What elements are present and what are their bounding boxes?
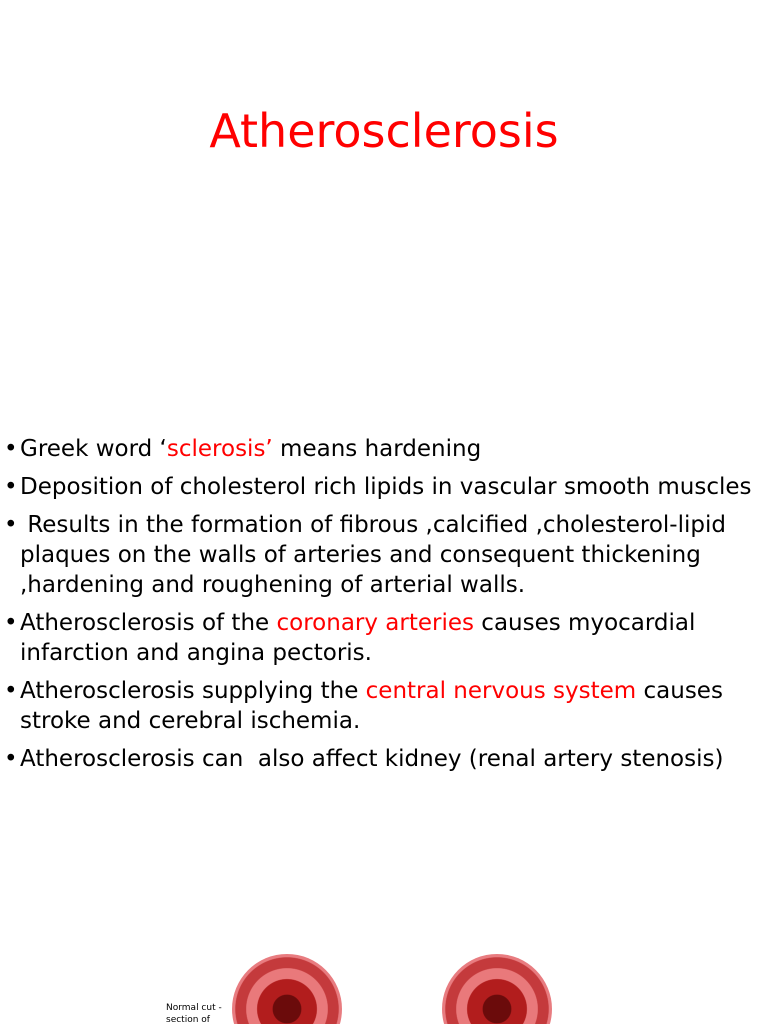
artery-cross-section-image <box>442 954 552 1024</box>
bullet-text: Atherosclerosis of the <box>20 610 277 636</box>
bullet-list <box>4 434 760 782</box>
bullet-marker: • <box>4 474 18 500</box>
bullet-marker: • <box>4 746 18 772</box>
bullet-item <box>4 510 760 600</box>
figure-caption: Normal cut - section of <box>166 1003 222 1024</box>
artery-figure <box>0 930 768 1024</box>
bullet-marker: • <box>4 678 18 704</box>
bullet-item <box>4 676 760 736</box>
bullet-text: Deposition of cholesterol rich lipids in vascular smooth muscles <box>20 474 752 500</box>
bullet-text: Greek word ‘ <box>20 436 167 462</box>
bullet-text: means hardening <box>272 436 482 462</box>
bullet-text: causes stroke and cerebral ischemia. <box>20 678 723 734</box>
bullet-item <box>4 608 760 668</box>
bullet-text: Atherosclerosis can also affect kidney (renal artery stenosis) <box>20 746 724 772</box>
slide-title: Atherosclerosis <box>209 104 559 158</box>
highlight-term: sclerosis’ <box>166 436 273 462</box>
highlight-term: coronary arteries <box>276 610 474 636</box>
artery-cross-section-image <box>232 954 342 1024</box>
bullet-marker: • <box>4 436 18 462</box>
bullet-text: Results in the formation of fibrous ,calcified ,cholesterol-lipid plaques on the walls of arteries and consequent thickening ,hardening and roughening of arterial walls. <box>20 512 734 598</box>
bullet-text: causes myocardial infarction and angina pectoris. <box>20 610 696 666</box>
highlight-term: central nervous system <box>365 678 637 704</box>
bullet-item <box>4 434 760 464</box>
bullet-item <box>4 472 760 502</box>
bullet-item <box>4 744 760 774</box>
bullet-marker: • <box>4 512 18 538</box>
bullet-marker: • <box>4 610 18 636</box>
bullet-text: Atherosclerosis supplying the <box>20 678 366 704</box>
